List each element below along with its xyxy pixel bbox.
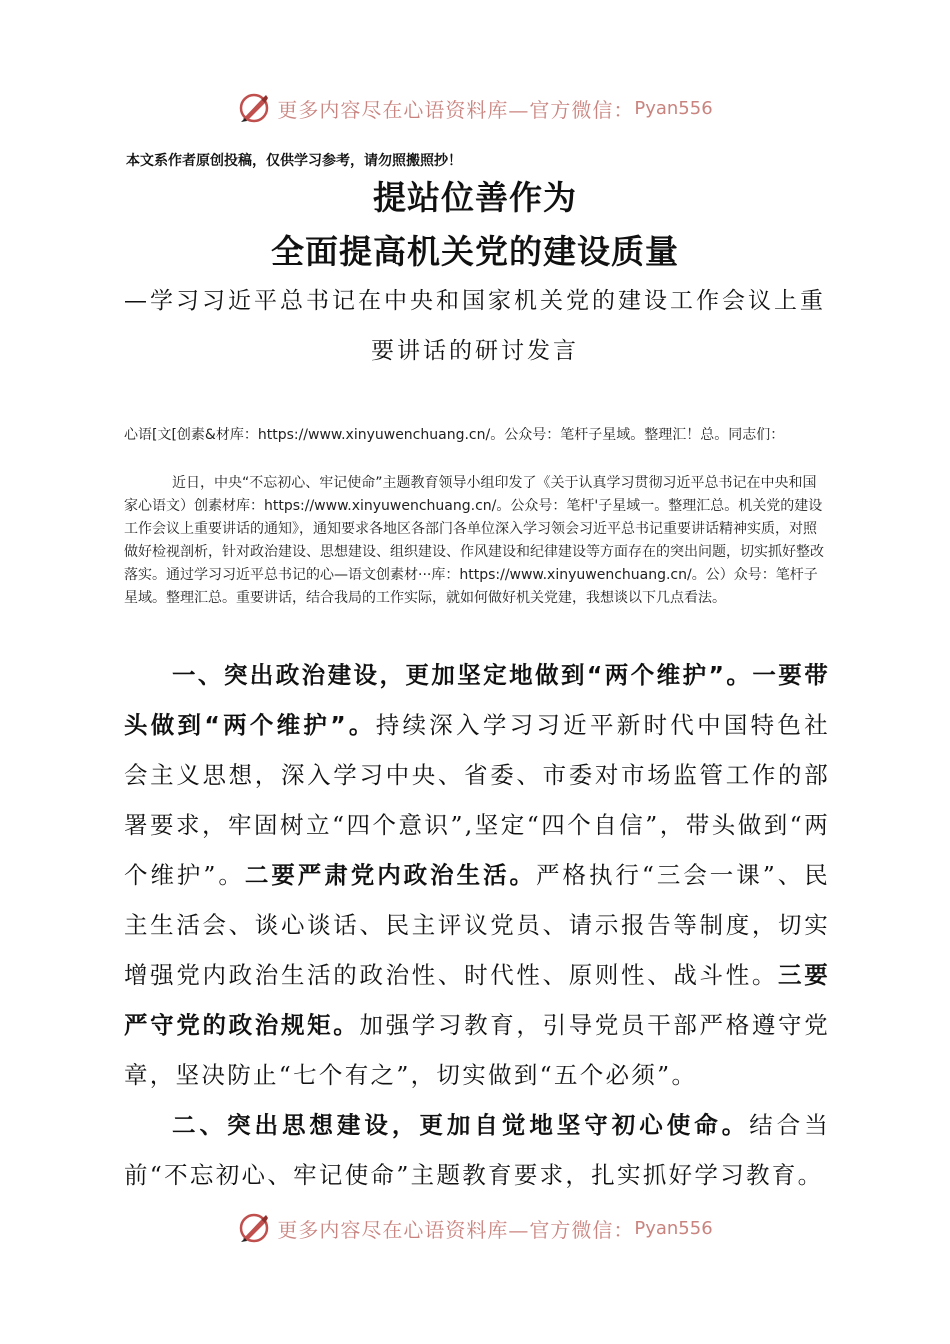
intro-paragraph-1: 心语[文[创素&材库：https://www.xinyuwenchuang.cn/。公众号：笔杆子星域。整理汇！总。同志们： [124, 427, 785, 443]
watermark-wechat-id: Pyan556 [634, 97, 713, 119]
point-3-text: 加强学习教育，引导党员干部严格遵守党章，坚决防止“七个有之”，切实做到“五个必须”。 [124, 1011, 830, 1089]
section-2-text: 结合当前“不忘初心、牢记使命”主题教育要求，扎实抓好学习教育。 [124, 1111, 830, 1189]
watermark-text: 更多内容尽在心语资料库—官方微信： [277, 97, 635, 122]
pen-logo-icon [237, 1211, 271, 1245]
section-2-heading: 二、突出思想建设，更加自觉地坚守初心使命。 [172, 1111, 750, 1139]
point-1-text: 持续深入学习习近平新时代中国特色社会主义思想，深入学习中央、省委、市委对市场监管工作的部署要求，牢固树立“四个意识”,坚定“四个自信”，带头做到“两个维护”。 [124, 711, 830, 889]
watermark-banner-top [0, 88, 950, 128]
point-3-heading: 三要严守党的政治规矩。 [124, 961, 830, 1039]
watermark-banner-bottom [0, 1208, 950, 1248]
section-2-paragraph [124, 1100, 830, 1200]
point-2-text: 严格执行“三会一课”、民主生活会、谈心谈话、民主评议党员、请示报告等制度，切实增强党内政治生活的政治性、时代性、原则性、战斗性。 [124, 861, 830, 989]
pen-logo-icon [237, 91, 271, 125]
title-line-1: 提站位善作为 [373, 178, 577, 217]
subtitle-line-1: —学习习近平总书记在中央和国家机关党的建设工作会议上重 [124, 288, 826, 314]
point-2-heading: 二要严肃党内政治生活。 [244, 861, 537, 889]
section-1-paragraph [124, 650, 830, 1100]
subtitle-line-2: 要讲话的研讨发言 [371, 338, 579, 364]
watermark-wechat-id: Pyan556 [634, 1217, 713, 1239]
point-1-heading: 一要带头做到“两个维护”。 [124, 661, 830, 739]
intro-paragraph-2: 近日，中央“不忘初心、牢记使命”主题教育领导小组印发了《关于认真学习贯彻习近平总书记在中央和国家心语文）创素材库：https://www.xinyuwenchuang.cn/。公众号：笔杆'子星域一。整理汇总。机关党的建设工作会议上重要讲话的通知》，通知要求各地区各部门各单位深入学习领会习近平总书记重要讲话精神实质，对照做好检视剖析，针对政治建设、思想建设、组织建设、作风建设和纪律建设等方面存在的突出问题，切实抓好整改落实。通过学习习近平总书记的心—语文创素材···库：https://www.xinyuwenchuang.cn/。公）众号：笔杆子星域。整理汇总。重要讲话，结合我局的工作实际，就如何做好机关党建，我想谈以下几点看法。 [124, 475, 824, 606]
section-1-heading: 一、突出政治建设，更加坚定地做到“两个维护”。 [172, 661, 753, 689]
title-line-2: 全面提高机关党的建设质量 [271, 232, 679, 271]
watermark-text: 更多内容尽在心语资料库—官方微信： [277, 1217, 635, 1242]
disclaimer: 本文系作者原创投稿，仅供学习参考，请勿照搬照抄！ [126, 153, 462, 169]
